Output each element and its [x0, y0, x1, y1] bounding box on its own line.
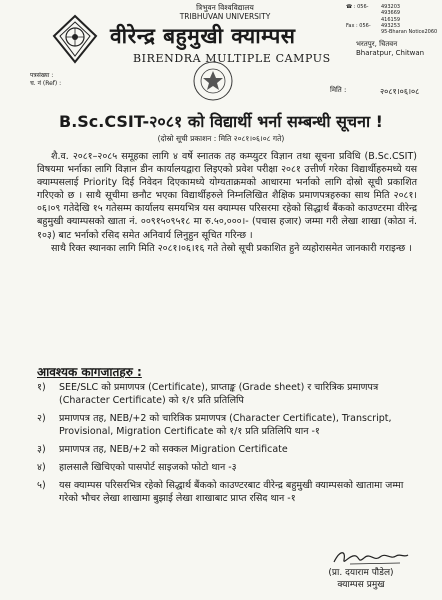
notice-title: B.Sc.CSIT-२०८१ को विद्यार्थी भर्ना सम्बन्धी सूचना ! — [59, 112, 383, 131]
campus-address: भरतपुर, चितवन Bharatpur, Chitwan — [356, 40, 425, 57]
date-value: २०८१।०६।०८ — [380, 87, 420, 96]
signatory-title: क्याम्पस प्रमुख — [337, 580, 385, 590]
signature-icon — [330, 548, 412, 568]
list-item: ४) हालसालै खिचिएको पासपोर्ट साइजको फोटो थान -३ — [37, 462, 237, 473]
ref-cha: च. नं (Ref) : — [30, 80, 62, 87]
list-item: २) प्रमाणपत्र तह, NEB/+2 को चारित्रिक प्रमाणपत्र (Character Certificate), Transcript, Provisional, Migration Certificate को १/१ प्रति प्रतिलिपि थान -१ — [37, 413, 392, 437]
list-item: ३) प्रमाणपत्र तह, NEB/+2 को सक्कल Migration Certificate — [37, 444, 288, 455]
university-name-en: TRIBHUVAN UNIVERSITY — [179, 12, 271, 21]
campus-name-np: वीरेन्द्र बहुमुखी क्याम्पस — [110, 23, 296, 48]
campus-seal-icon — [192, 60, 234, 102]
notice-paragraph: शै.व. २०८१–२०८५ समूहका लागि ४ वर्षे स्नातक तह कम्प्युटर विज्ञान तथा सूचना प्रविधि (B.Sc.CSIT) विषयमा भर्नाका लागि विज्ञान डीन कार्यालयद्वारा लिइएको प्रवेश परीक्षा २०८१ उत्तीर्ण गरेका विद्यार्थीहरुमध्ये यस क्याम्पसलाई Priority दिई निवेदन दिएकामध्ये योग्यताक्रमको आधारमा भर्नाको लागि दोस्रो सूची प्रकाशित गरिएको छ । साथै सूचीमा छनौट भएका विद्यार्थीहरुले निम्नलिखित शैक्षिक प्रमाणपत्रहरुका साथ मिति २०८१।०६।०९ गतेदेखि १५ गतेसम्म कार्यालय समयभित्र यस क्याम्पस परिसरमा रहेको सिद्धार्थ बैंकको काउण्टरमा वीरेन्द्र बहुमुखी क्याम्पसको खाता नं. ००९१५०९५१८ मा रु.५०,०००।- (पचास हजार) जम्मा गरी लेखा शाखा (कोठा नं. १०३) बाट भर्नाको रसिद समेत अनिवार्य लिनुहुन सूचित गरिन्छ । — [37, 151, 417, 241]
ref-patra: पत्रसंख्या : — [30, 72, 54, 79]
notice-paragraph: साथै रिक्त स्थानका लागि मिति २०८१।०६।१६ गते तेस्रो सूची प्रकाशित हुने व्यहोरासमेत जानकारी गराइन्छ । — [51, 242, 412, 254]
campus-name-en: BIRENDRA MULTIPLE CAMPUS — [133, 52, 331, 65]
university-name-np: त्रिभुवन विश्वविद्यालय — [196, 3, 254, 12]
signatory-name: (प्रा. दयाराम पौडेल) — [328, 568, 394, 578]
date-label: मिति : — [330, 86, 347, 94]
notice-subtitle: (दोस्रो सूची प्रकाशन : मिति २०८१।०६।०८ गते) — [157, 134, 285, 143]
requirements-title: आवश्यक कागजातहरु : — [37, 365, 142, 379]
list-item: ५) यस क्याम्पस परिसरभित्र रहेको सिद्धार्थ बैंकको काउण्टरबाट वीरेन्द्र बहुमुखी क्याम्पसको खातामा जम्मा गरेको भौचर लेखा शाखामा बुझाई लेखा शाखाबाट प्राप्त रसिद थान -१ — [37, 480, 404, 504]
notice-page: त्रिभुवन विश्वविद्यालय TRIBHUVAN UNIVERSITY वीरेन्द्र बहुमुखी क्याम्पस BIRENDRA MULTIPLE CAMPUS ☎ : 056- 493203 493669 416159 Fax : 056- 493253 95-Bharan Notice2060 भरतपुर, चितवन Bharatpur, Chitwan पत्रसंख्या : च. नं (Ref) : मिति : २०८१।०६।०८ B.Sc.CSIT-२०८१ को विद्यार्थी भर्ना सम्बन्धी सूचना ! (दोस्रो सूची प्रकाशन : मिति २०८१।०६।०८ गते) शै.व. २०८१–२०८५ समूहका लागि ४ वर्षे स्नातक तह कम्प्युटर विज्ञान तथा सूचना प्रविधि (B.Sc.CSIT) विषयमा भर्नाका लागि विज्ञान डीन कार्यालयद्वारा लिइएको प्रवेश परीक्षा २०८१ उत्तीर्ण गरेका विद्यार्थीहरुमध्ये यस क्याम्पसलाई Priority दिई निवेदन दिएकामध्ये योग्यताक्रमको आधारमा भर्नाको लागि दोस्रो सूची प्रकाशित गरिएको छ । साथै सूचीमा छनौट भएका विद्यार्थीहरुले निम्नलिखित शैक्षिक प्रमाणपत्रहरुका साथ मिति २०८१।०६।०९ गतेदेखि १५ गतेसम्म कार्यालय समयभित्र यस क्याम्पस परिसरमा रहेको सिद्धार्थ बैंकको काउण्टरमा वीरेन्द्र बहुमुखी क्याम्पसको खाता नं. ००९१५०९५१८ मा रु.५०,०००।- (पचास हजार) जम्मा गरी लेखा शाखा (कोठा नं. १०३) बाट भर्नाको रसिद समेत अनिवार्य लिनुहुन सूचित गरिन्छ । साथै रिक्त स्थानका लागि मिति २०८१।०६।१६ गते तेस्रो सूची प्रकाशित हुने व्यहोरासमेत जानकारी गराइन्छ । आवश्यक कागजातहरु : १) SEE/SLC को प्रमाणपत्र (Certificate), प्राप्ताङ्क (Grade sheet) र चारित्रिक प्रमाणपत्र (Character Certificate) को १/१ प्रति प्रतिलिपि २) प्रमाणपत्र तह, NEB/+2 को चारित्रिक प्रमाणपत्र (Character Certificate), Transcript, Provisional, Migration Certificate को १/१ प्रति प्रतिलिपि थान -१ ३) प्रमाणपत्र तह, NEB/+2 को सक्कल Migration Certificate ४) हालसालै खिचिएको पासपोर्ट साइजको फोटो थान -३ ५) यस क्याम्पस परिसरभित्र रहेको सिद्धार्थ बैंकको काउण्टरबाट वीरेन्द्र बहुमुखी क्याम्पसको खातामा जम्मा गरेको भौचर लेखा शाखामा बुझाई लेखा शाखाबाट प्राप्त रसिद थान -१ (प्रा. दयाराम पौडेल) क्याम्पस प्रमुख — [0, 0, 442, 600]
reference-block — [30, 72, 61, 88]
university-logo-icon — [52, 14, 98, 64]
signatory-block — [304, 567, 418, 591]
university-name — [150, 3, 300, 21]
requirements-list — [37, 381, 422, 510]
notice-body — [37, 150, 417, 255]
list-item: १) SEE/SLC को प्रमाणपत्र (Certificate), प्राप्ताङ्क (Grade sheet) र चारित्रिक प्रमाणपत्र (Character Certificate) को १/१ प्रति प्रतिलिपि — [37, 382, 379, 406]
